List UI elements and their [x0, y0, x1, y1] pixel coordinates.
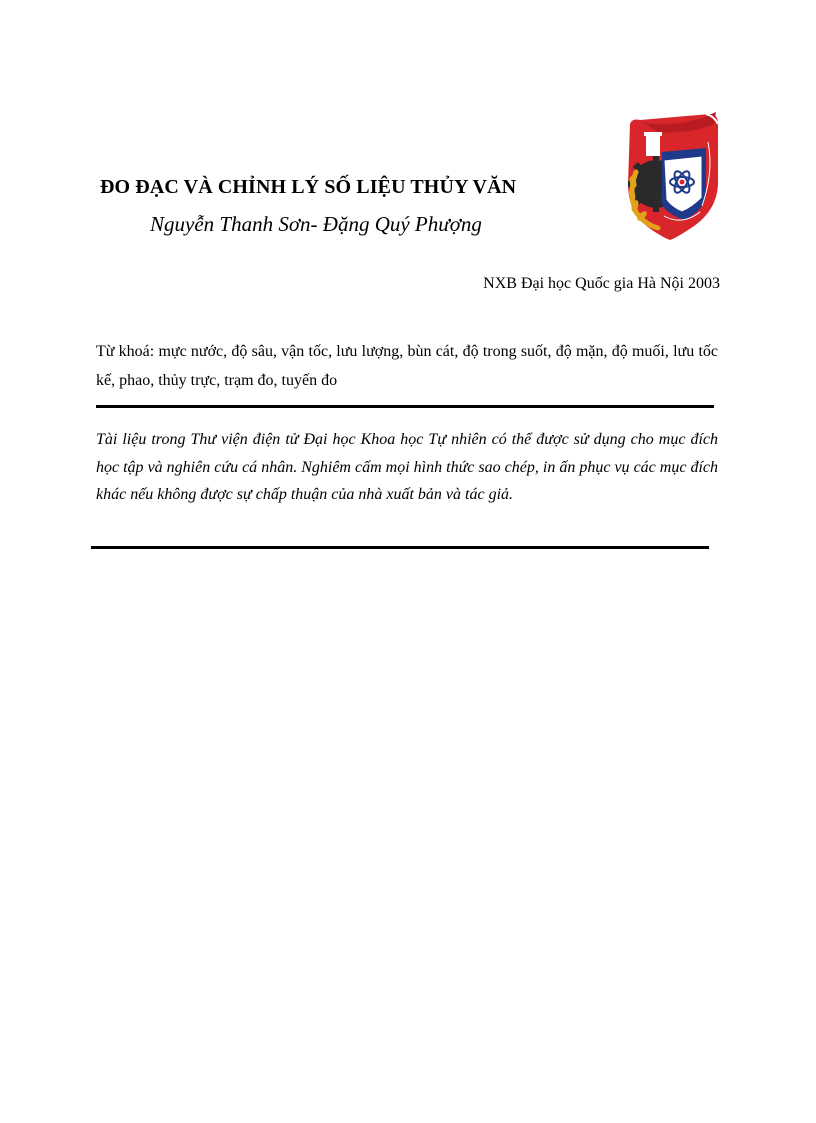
document-authors: Nguyễn Thanh Sơn- Đặng Quý Phượng — [150, 212, 482, 236]
bottom-divider — [91, 546, 709, 549]
publisher-info: NXB Đại học Quốc gia Hà Nội 2003 — [483, 275, 720, 292]
keywords-paragraph: Từ khoá: mực nước, độ sâu, vận tốc, lưu lượng, bùn cát, độ trong suốt, độ mặn, độ muối, lưu tốc kế, phao, thủy trực, trạm đo, tuyến đo — [96, 343, 718, 389]
document-title: ĐO ĐẠC VÀ CHỈNH LÝ SỐ LIỆU THỦY VĂN — [100, 176, 517, 198]
top-divider — [96, 405, 714, 408]
copyright-notice: Tài liệu trong Thư viện điện tử Đại học Khoa học Tự nhiên có thể được sử dụng cho mục đích học tập và nghiên cứu cá nhân. Nghiêm cấm mọi hình thức sao chép, in ấn phục vụ các mục đích khác nếu không được sự chấp thuận của nhà xuất bản và tác giả. — [96, 431, 718, 503]
university-emblem-icon — [622, 112, 722, 242]
